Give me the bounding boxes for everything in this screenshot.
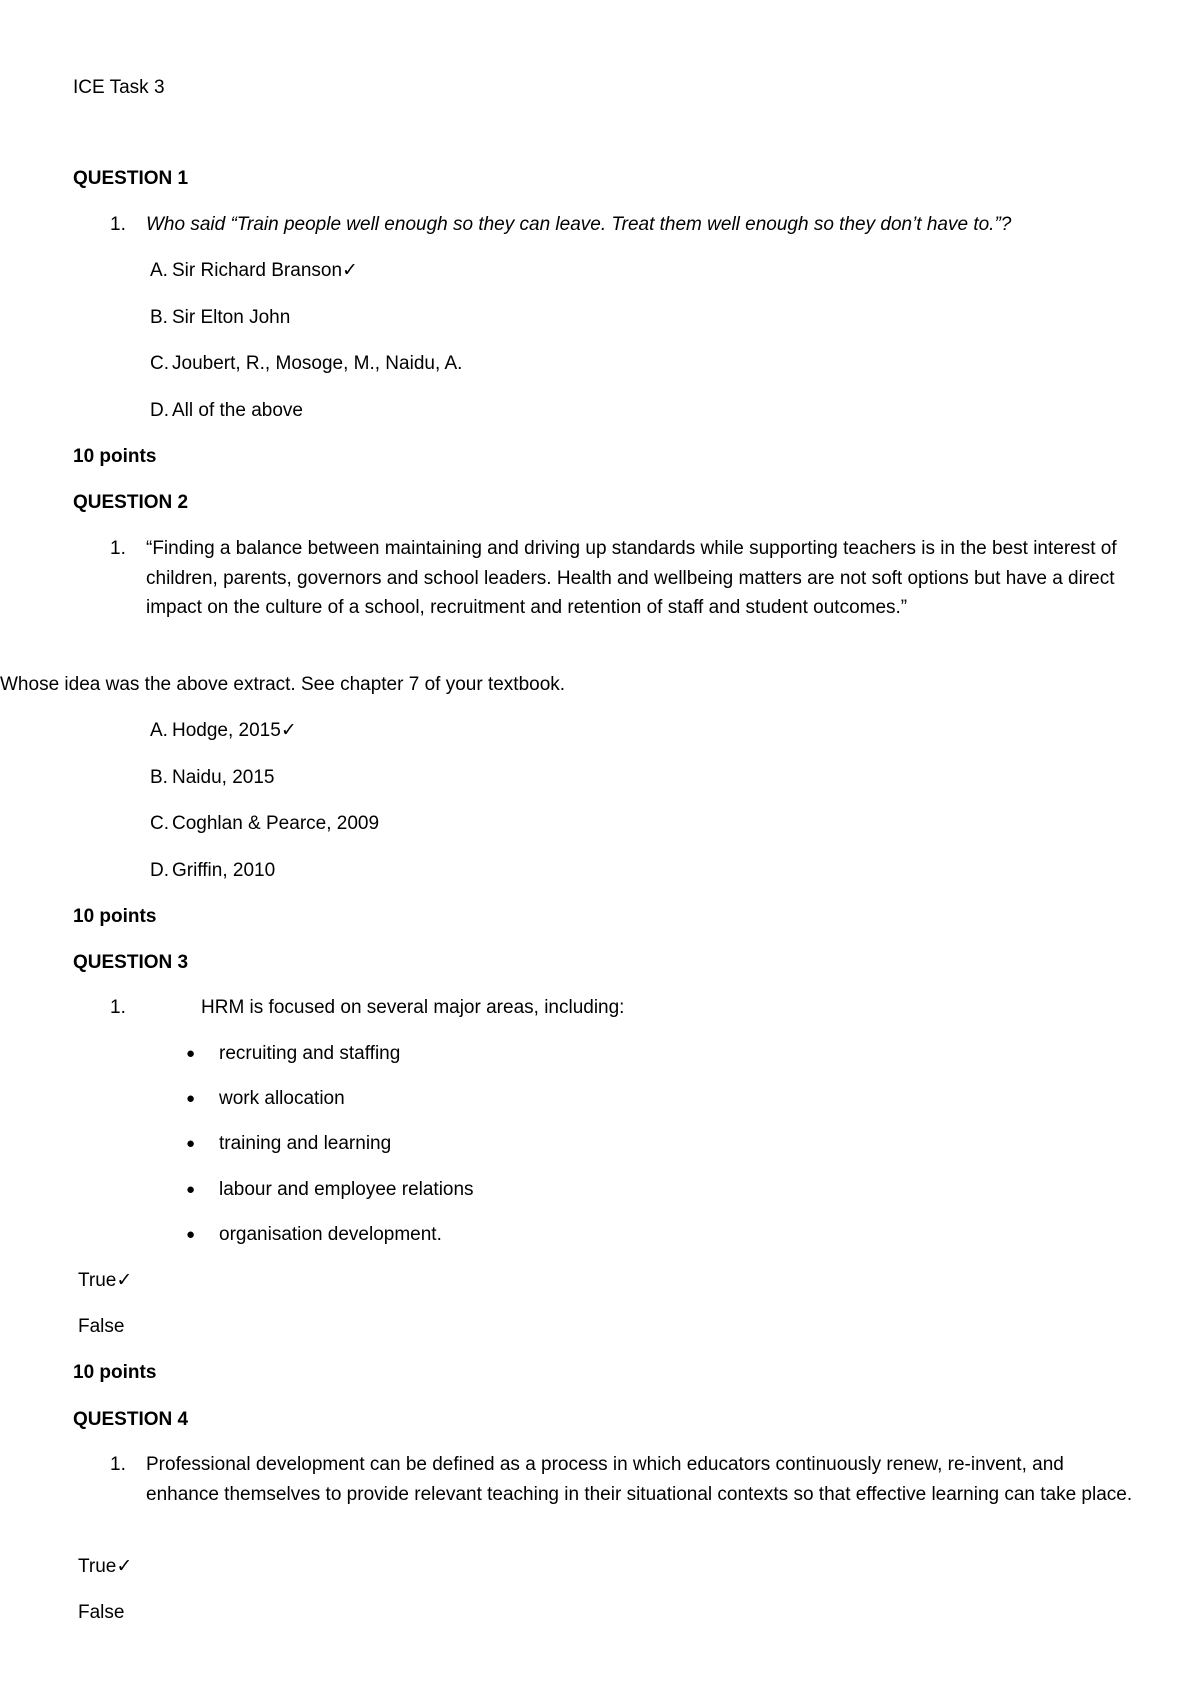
question-1-text: Who said “Train people well enough so they can leave. Treat them well enough so they don’t have to.”? bbox=[146, 214, 1012, 235]
true-label: True bbox=[78, 1556, 117, 1577]
option-text: Hodge, 2015 bbox=[172, 720, 281, 741]
option-letter: D. bbox=[150, 860, 169, 881]
option-letter: B. bbox=[150, 767, 168, 788]
question-4-false-option: False bbox=[78, 1602, 125, 1623]
option-text: Sir Richard Branson bbox=[172, 260, 343, 281]
true-label: True bbox=[78, 1270, 117, 1291]
option-letter: C. bbox=[150, 353, 169, 374]
bullet-icon: ● bbox=[186, 1135, 196, 1152]
question-4-text: Professional development can be defined as a process in which educators continuously renew, re-invent, and enhance themselves to provide relevant teaching in their situational contexts so that effective learning can take place. bbox=[146, 1454, 1133, 1505]
bullet-text: organisation development. bbox=[219, 1224, 442, 1245]
bullet-text: labour and employee relations bbox=[219, 1179, 474, 1200]
check-mark-icon: ✓ bbox=[116, 1556, 133, 1577]
question-4-number: 1. bbox=[110, 1454, 126, 1475]
bullet-icon: ● bbox=[186, 1090, 196, 1107]
bullet-icon: ● bbox=[186, 1045, 196, 1062]
bullet-text: work allocation bbox=[219, 1088, 345, 1109]
question-1-number: 1. bbox=[110, 214, 126, 235]
option-text: Naidu, 2015 bbox=[172, 767, 275, 788]
check-mark-icon: ✓ bbox=[280, 720, 297, 741]
question-2-points: 10 points bbox=[73, 906, 157, 927]
option-letter: C. bbox=[150, 813, 169, 834]
question-3-points: 10 points bbox=[73, 1362, 157, 1383]
option-text: Joubert, R., Mosoge, M., Naidu, A. bbox=[172, 353, 463, 374]
option-text: Griffin, 2010 bbox=[172, 860, 276, 881]
question-4-true-option bbox=[78, 1552, 132, 1581]
bullet-text: training and learning bbox=[219, 1133, 392, 1154]
option-text: All of the above bbox=[172, 400, 303, 421]
document-title: ICE Task 3 bbox=[73, 77, 165, 98]
option-text: Coghlan & Pearce, 2009 bbox=[172, 813, 380, 834]
question-2-number: 1. bbox=[110, 538, 126, 559]
question-3-true-option bbox=[78, 1266, 132, 1295]
option-letter: B. bbox=[150, 307, 168, 328]
question-1-points: 10 points bbox=[73, 446, 157, 467]
question-4-heading: QUESTION 4 bbox=[73, 1409, 189, 1430]
question-2-prompt: Whose idea was the above extract. See chapter 7 of your textbook. bbox=[0, 674, 566, 695]
question-3-heading: QUESTION 3 bbox=[73, 952, 189, 973]
option-letter: D. bbox=[150, 400, 169, 421]
option-text: Sir Elton John bbox=[172, 307, 291, 328]
option-letter: A. bbox=[150, 720, 168, 741]
bullet-text: recruiting and staffing bbox=[219, 1043, 401, 1064]
bullet-icon: ● bbox=[186, 1226, 196, 1243]
check-mark-icon: ✓ bbox=[116, 1270, 133, 1291]
option-letter: A. bbox=[150, 260, 168, 281]
question-2-text: “Finding a balance between maintaining and driving up standards while supporting teachers is in the best interest of children, parents, governors and school leaders. Health and wellbeing matters are not soft options but have a direct impact on the culture of a school, recruitment and retention of staff and student outcomes.” bbox=[146, 538, 1117, 618]
question-3-false-option: False bbox=[78, 1316, 125, 1337]
question-3-number: 1. bbox=[110, 997, 126, 1018]
question-1-heading: QUESTION 1 bbox=[73, 168, 189, 189]
question-3-text: HRM is focused on several major areas, including: bbox=[201, 997, 625, 1018]
check-mark-icon: ✓ bbox=[342, 260, 358, 281]
question-2-heading: QUESTION 2 bbox=[73, 492, 189, 513]
bullet-icon: ● bbox=[186, 1181, 196, 1198]
